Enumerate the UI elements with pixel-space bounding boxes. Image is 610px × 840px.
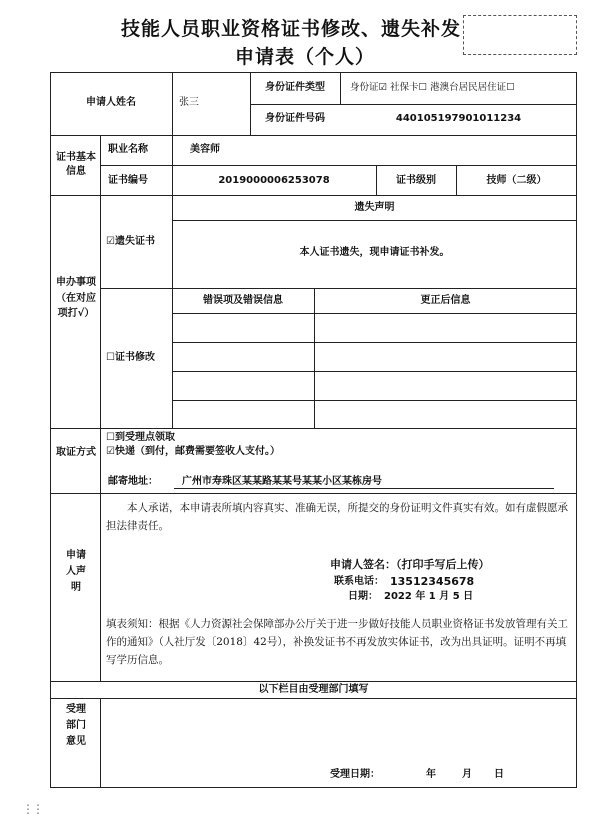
col-divider (172, 72, 173, 135)
date-label: 日期： (348, 591, 378, 602)
handling-section-label: 申办事项（在对应项打√） (56, 277, 96, 319)
pickup-express-option[interactable]: ☑快递（到付，邮费需要签收人支付。） (106, 446, 280, 457)
row-divider (172, 342, 577, 343)
id-number-value: 440105197901011234 (395, 113, 522, 124)
row-divider (172, 371, 577, 372)
lost-statement-header: 遗失声明 (354, 202, 395, 213)
applicant-name-value: 张三 (179, 97, 199, 108)
row-divider (172, 400, 577, 401)
signature-label: 申请人签名：（打印手写后上传） (330, 558, 490, 571)
notice-text: 填表须知：根据《人力资源社会保障部办公厅关于进一步做好技能人员职业资格证书发放管理有关工作的通知》（人社厅发〔2018〕42号），补换发证书不再发放实体证书，改为出具证明。证明不再填写学历信息。 (106, 618, 568, 666)
row-divider (250, 104, 577, 105)
cert-number-value: 2019000006253078 (218, 175, 330, 186)
col-divider (172, 195, 173, 428)
date-value: 2022 年 1 月 5 日 (384, 591, 474, 602)
id-type-options: 身份证☑ 社保卡☐ 港澳台居民居住证☐ (350, 82, 515, 93)
col-divider (340, 72, 341, 104)
occupation-label: 职业名称 (108, 144, 148, 155)
row-divider (172, 220, 577, 221)
col-divider (100, 428, 101, 493)
col-divider (100, 698, 101, 788)
col-divider (314, 288, 315, 428)
stamp-box (463, 15, 577, 55)
declaration-section-label: 申请人声明 (66, 550, 86, 593)
row-divider (50, 135, 577, 136)
form-title-line2: 申请表（个人） (234, 46, 375, 68)
cert-level-label: 证书级别 (396, 175, 436, 186)
declaration-statement: 本人承诺，本申请表所填内容真实、准确无误，所提交的身份证明文件真实有效。如有虚假愿承担法律责任。 (106, 502, 568, 532)
pickup-onsite-option[interactable]: ☐到受理点领取 (106, 432, 175, 443)
row-divider (172, 313, 577, 314)
modify-certificate-option[interactable]: ☐证书修改 (106, 352, 155, 363)
office-section-label: 受理部门意见 (66, 704, 86, 747)
id-type-label: 身份证件类型 (265, 82, 325, 93)
cert-level-value: 技师（二级） (486, 175, 547, 186)
office-banner: 以下栏目由受理部门填写 (258, 684, 369, 695)
address-label: 邮寄地址： (108, 476, 158, 487)
lost-statement-text: 本人证书遗失，现申请证书补发。 (299, 247, 450, 258)
day-label: 日 (494, 769, 504, 780)
col-divider (100, 493, 101, 681)
occupation-value: 美容师 (190, 144, 220, 155)
address-value: 广州市寿珠区某某路某某号某某小区某栋房号 (174, 476, 554, 489)
accept-date-label: 受理日期： (330, 769, 380, 780)
id-number-label: 身份证件号码 (265, 113, 325, 124)
correct-info-header: 更正后信息 (420, 295, 471, 306)
row-divider (50, 428, 577, 429)
row-divider (50, 493, 577, 494)
phone-value: 13512345678 (390, 575, 475, 588)
year-label: 年 (426, 769, 436, 780)
month-label: 月 (462, 769, 472, 780)
drag-handle-icon[interactable]: ⋮⋮ (22, 802, 42, 816)
certificate-section-label: 证书基本信息 (56, 152, 96, 177)
row-divider (50, 698, 577, 699)
lost-certificate-option[interactable]: ☑遗失证书 (106, 236, 155, 247)
applicant-name-label: 申请人姓名 (86, 97, 136, 108)
col-divider (100, 135, 101, 428)
phone-label: 联系电话： (334, 576, 384, 587)
cert-number-label: 证书编号 (108, 175, 148, 186)
row-divider (50, 195, 577, 196)
error-info-header: 错误项及错误信息 (203, 295, 283, 306)
pickup-section-label: 取证方式 (56, 447, 96, 458)
row-divider (50, 681, 577, 682)
form-title-line1: 技能人员职业资格证书修改、遗失补发 (120, 18, 461, 40)
